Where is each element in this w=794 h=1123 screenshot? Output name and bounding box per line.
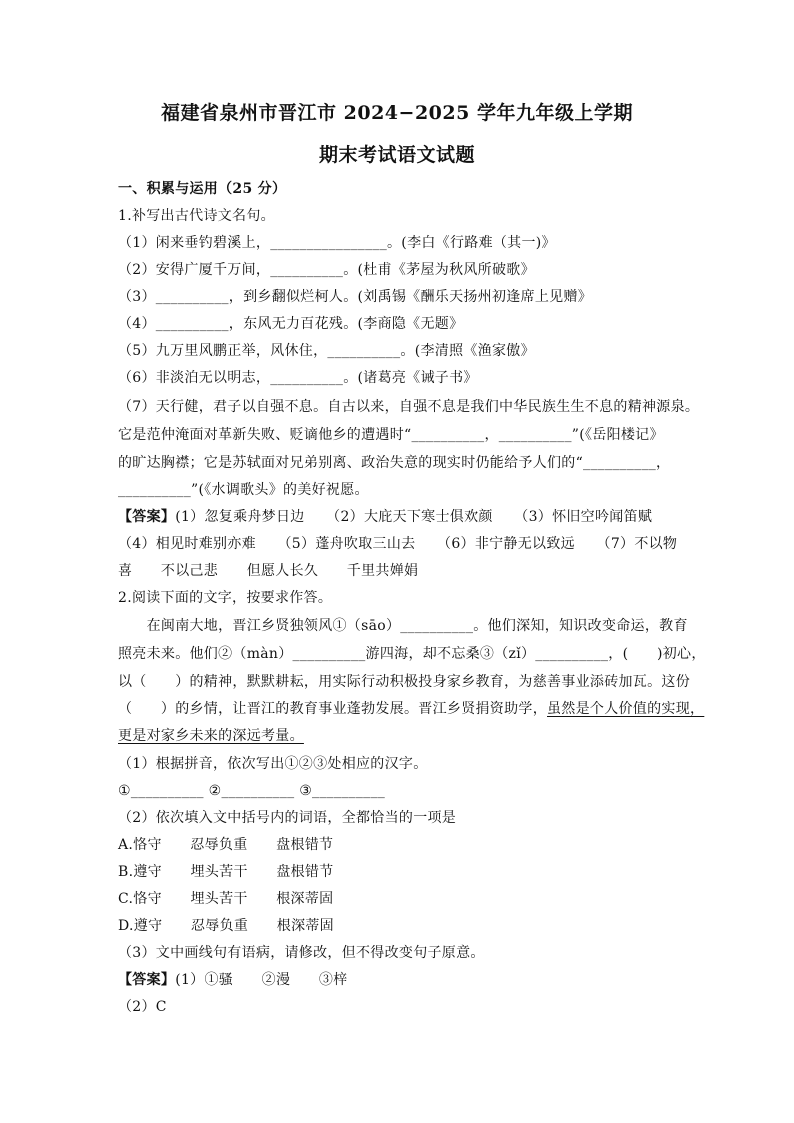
exam-title-line2: 期末考试语文试题 <box>318 144 475 166</box>
answer-text: (1）①骚 ②漫 ③梓 <box>175 972 348 988</box>
answer-text: （4）相见时难别亦难 （5）蓬舟吹取三山去 （6）非宁静无以致远 （7）不以物 <box>118 536 678 552</box>
option-c: C.恪守 埋头苦干 根深蒂固 <box>118 891 334 907</box>
passage-line: 以（ ）的精神，默默耕耘，用实际行动积极投身家乡教育，为慈善事业添砖加瓦。这份 <box>118 674 690 690</box>
question-1-item: （1）闲来垂钓碧溪上，________________。(李白《行路难（其一)》 <box>118 235 556 251</box>
question-1-item7-line: 的旷达胸襟；它是苏轼面对兄弟别离、政治失意的现实时仍能给予人们的“__________， <box>118 455 671 471</box>
passage-text: （ ）的乡情，让晋江的教育事业蓬勃发展。晋江乡贤捐资助学， <box>118 701 547 717</box>
passage-line <box>118 727 684 745</box>
underlined-sentence: 更是对家乡未来的深远考量。 <box>118 728 304 744</box>
passage-line <box>118 700 705 718</box>
question-1-item: （3）__________，到乡翻似烂柯人。(刘禹锡《酬乐天扬州初逢席上见赠》 <box>118 289 593 305</box>
answer-text: （2）C <box>118 999 167 1015</box>
question-2-sub2: （2）依次填入文中括号内的词语，全都恰当的一项是 <box>118 810 457 826</box>
question-1-item: （2）安得广厦千万间，__________。(杜甫《茅屋为秋风所破歌》 <box>118 262 535 278</box>
question-2-sub3: （3）文中画线句有语病，请修改，但不得改变句子原意。 <box>118 945 485 961</box>
exam-title-line1: 福建省泉州市晋江市 2024−2025 学年九年级上学期 <box>161 102 633 124</box>
passage-line: 照亮未来。他们②（màn）__________游四海，却不忘桑③（zǐ）__________，( )初心， <box>118 646 706 662</box>
answer-label: 【答案】 <box>118 972 176 988</box>
passage-line: 在闽南大地，晋江乡贤独领风①（sāo）__________。他们深知，知识改变命运，教育 <box>118 618 688 634</box>
question-1-item7-line: __________”(《水调歌头》的美好祝愿。 <box>118 482 369 498</box>
question-1-answer <box>118 508 684 526</box>
answer-text: (1）忽复乘舟梦日边 （2）大庇天下寒士俱欢颜 （3）怀旧空吟闻笛赋 <box>175 509 653 525</box>
option-d: D.遵守 忍辱负重 根深蒂固 <box>118 918 334 934</box>
answer-label: 【答案】 <box>118 509 176 525</box>
question-2-answer <box>118 971 684 989</box>
question-2-sub1-blanks: ①__________ ②__________ ③__________ <box>118 783 386 799</box>
question-1-item: （4）__________，东风无力百花残。(李商隐《无题》 <box>118 316 464 332</box>
question-1-item7-line: （7）天行健，君子以自强不息。自古以来，自强不息是我们中华民族生生不息的精神源泉。 <box>118 399 700 415</box>
section-heading: 一、积累与运用（25 分） <box>118 181 287 197</box>
question-2-stem: 2.阅读下面的文字，按要求作答。 <box>118 590 333 606</box>
question-2-sub1: （1）根据拼音，依次写出①②③处相应的汉字。 <box>118 756 428 772</box>
underlined-sentence: 虽然是个人价值的实现， <box>547 701 705 717</box>
option-b: B.遵守 埋头苦干 盘根错节 <box>118 864 334 880</box>
question-1-item: （6）非淡泊无以明志，__________。(诸葛亮《诫子书》 <box>118 370 478 386</box>
answer-text: 喜 不以己悲 但愿人长久 千里共婵娟 <box>118 563 419 579</box>
question-1-item: （5）九万里风鹏正举，风休住，__________。(李清照《渔家傲》 <box>118 343 535 359</box>
question-1-stem: 1.补写出古代诗文名句。 <box>118 208 275 224</box>
option-a: A.恪守 忍辱负重 盘根错节 <box>118 837 334 853</box>
question-1-item7-line: 它是范仲淹面对革新失败、贬谪他乡的遭遇时“__________，__________”(《岳阳楼记》 <box>118 427 664 443</box>
